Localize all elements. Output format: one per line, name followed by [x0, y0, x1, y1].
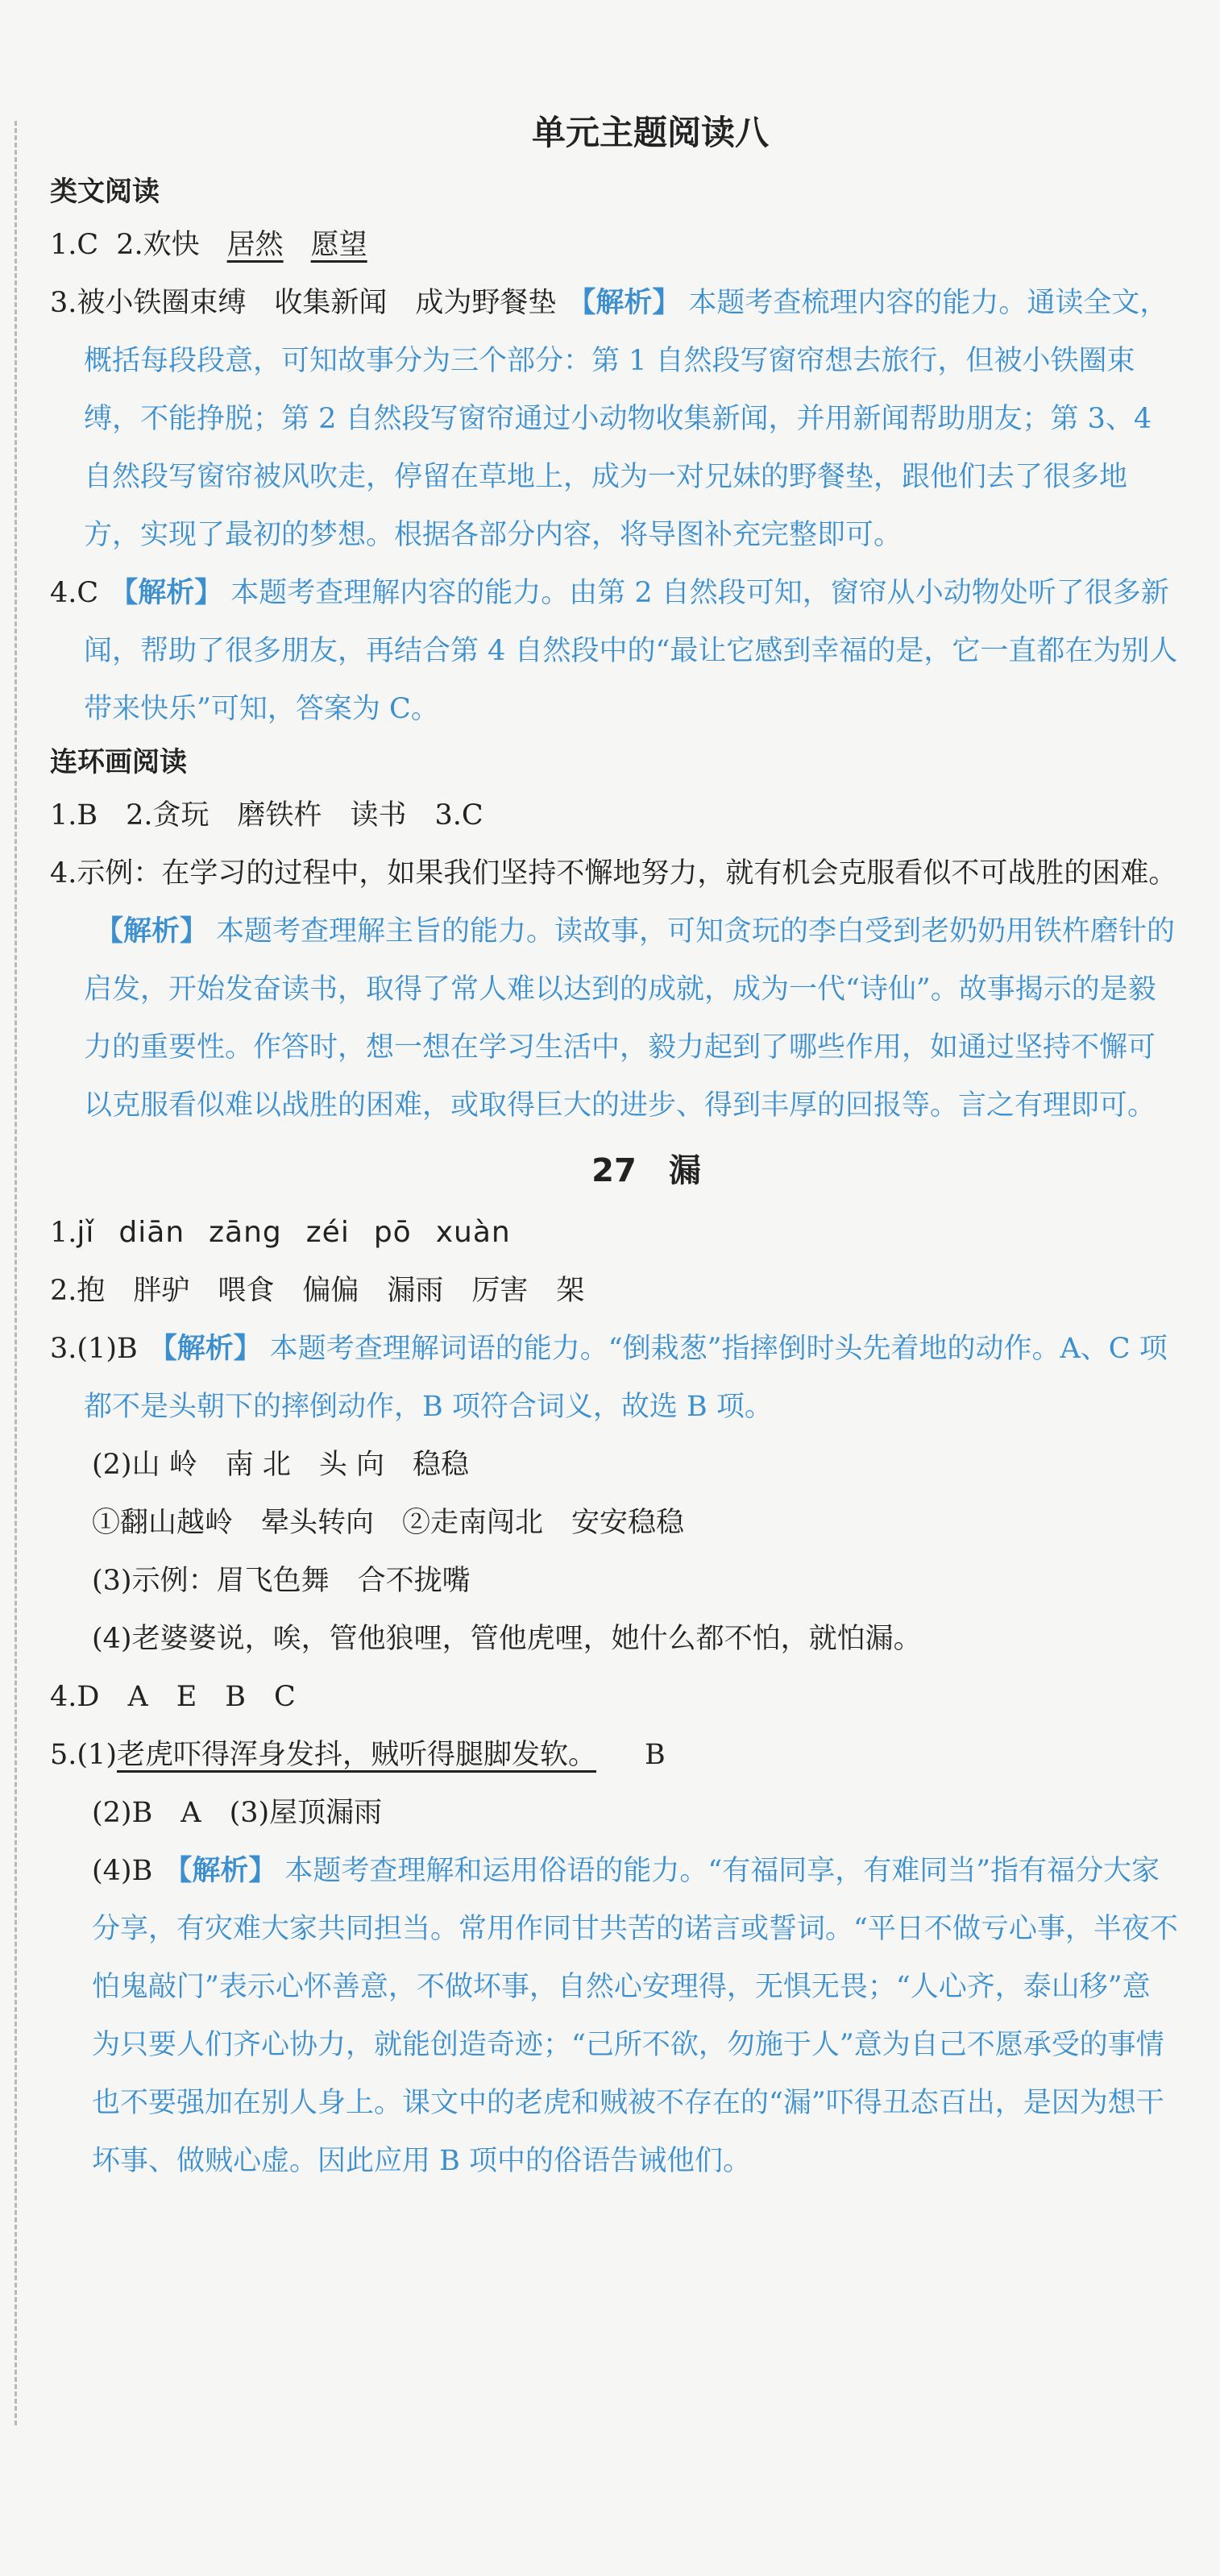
- answer-3-1: [50, 1320, 1178, 1436]
- pinyin-item: xuàn: [435, 1216, 511, 1249]
- analysis-text: 本题考查梳理内容的能力。通读全文，概括每段段意，可知故事分为三个部分：第 1 自然段写窗帘想去旅行，但被小铁圈束缚，不能挣脱；第 2 自然段写窗帘通过小动物收集新闻，并用新闻帮助朋友；第 3、4 自然段写窗帘被风吹走，停留在草地上，成为一对兄妹的野餐垫，跟他们去了很多地方，实现了最初的梦想。根据各部分内容，将导图补充完整即可。: [84, 287, 1168, 551]
- pinyin-item: diān: [118, 1216, 185, 1249]
- answer-1-pinyin: [50, 1204, 1178, 1262]
- analysis-tag: 【解析】: [164, 1854, 277, 1887]
- answer-5-4: [50, 1842, 1178, 2190]
- answer-3: [50, 274, 1178, 564]
- pinyin-item: pō: [373, 1216, 412, 1249]
- analysis-text: 本题考查理解主旨的能力。读故事，可知贪玩的李白受到老奶奶用铁杵磨针的启发，开始发奋读书，取得了常人难以达到的成就，成为一代“诗仙”。故事揭示的是毅力的重要性。作答时，想一想在学习生活中，毅力起到了哪些作用，如通过坚持不懈可以克服看似难以战胜的困难，或取得巨大的进步、得到丰厚的回报等。言之有理即可。: [84, 915, 1176, 1122]
- pinyin-item: zāng: [209, 1216, 282, 1249]
- answer-3-4: (4)老婆婆说，唉，管他狼哩，管他虎哩，她什么都不怕，就怕漏。: [92, 1623, 922, 1655]
- answer-1: 1.C: [50, 229, 99, 261]
- answer-5-1-choice: B: [645, 1739, 666, 1771]
- answer-3-1-text: 3.(1)B: [50, 1333, 138, 1365]
- answer-2-word-a: 欢快: [143, 229, 200, 261]
- answer-2-word-b: 居然: [226, 229, 284, 261]
- answer-2-label: 2.: [116, 229, 143, 261]
- answer-2-word-c: 愿望: [310, 229, 367, 261]
- analysis-tag: 【解析】: [110, 576, 223, 609]
- answer-1-2: [50, 216, 1178, 274]
- answer-page: [50, 105, 1178, 2190]
- answer-4-text: 4.C: [50, 577, 99, 609]
- answer-3-3: (3)示例：眉飞色舞 合不拢嘴: [92, 1565, 471, 1597]
- section-heading-reading-2: 连环画阅读: [50, 746, 187, 778]
- answer-1-label: 1.: [50, 1217, 77, 1249]
- analysis-tag: 【解析】: [567, 286, 681, 319]
- answer-4-text: 4.示例：在学习的过程中，如果我们坚持不懈地努力，就有机会克服看似不可战胜的困难。: [50, 857, 1177, 890]
- page-title: 单元主题阅读八: [531, 113, 769, 152]
- analysis-text: 本题考查理解和运用俗语的能力。“有福同享，有难同当”指有福分大家分享，有灾难大家共同担当。常用作同甘共苦的诺言或誓词。“平日不做亏心事，半夜不怕鬼敲门”表示心怀善意，不做坏事，自然心安理得，无惧无畏；“人心齐，泰山移”意为只要人们齐心协力，就能创造奇迹；“己所不欲，勿施于人”意为自己不愿承受的事情也不要强加在别人身上。课文中的老虎和贼被不存在的“漏”吓得丑态百出，是因为想干坏事、做贼心虚。因此应用 B 项中的俗语告诫他们。: [92, 1855, 1178, 2177]
- analysis-text: 本题考查理解词语的能力。“倒栽葱”指摔倒时头先着地的动作。A、C 项都不是头朝下的摔倒动作，B 项符合词义，故选 B 项。: [84, 1333, 1168, 1423]
- answer-3-2-idioms: ①翻山越岭 晕头转向 ②走南闯北 安安稳稳: [92, 1507, 685, 1539]
- answer-3-text: 3.被小铁圈束缚 收集新闻 成为野餐垫: [50, 287, 557, 319]
- answer-3-2: (2)山 岭 南 北 头 向 稳稳: [92, 1449, 469, 1481]
- analysis-tag: 【解析】: [148, 1332, 262, 1365]
- answer-2: 2.抱 胖驴 喂食 偏偏 漏雨 厉害 架: [50, 1275, 585, 1307]
- answer-5-4-text: (4)B: [92, 1855, 153, 1887]
- answer-5-1-label: 5.(1): [50, 1739, 117, 1771]
- answer-4: [50, 844, 1178, 1135]
- answer-4-order: 4.D A E B C: [50, 1681, 296, 1713]
- answer-5-2-3: (2)B A (3)屋顶漏雨: [92, 1797, 383, 1829]
- answer-5-1: [50, 1726, 1178, 1784]
- lesson-title: 27 漏: [591, 1152, 701, 1189]
- pinyin-item: zéi: [305, 1216, 350, 1249]
- analysis-tag: 【解析】: [95, 915, 209, 948]
- answer-5-1-underlined: 老虎吓得浑身发抖，贼听得腿脚发软。: [116, 1739, 596, 1771]
- answer-1-3: 1.B 2.贪玩 磨铁杵 读书 3.C: [50, 799, 483, 832]
- margin-dashed-rule: [15, 121, 17, 2425]
- section-heading-reading-1: 类文阅读: [50, 176, 160, 208]
- pinyin-item: jǐ: [77, 1216, 95, 1249]
- answer-4: [50, 564, 1178, 738]
- analysis-text: 本题考查理解内容的能力。由第 2 自然段可知，窗帘从小动物处听了很多新闻，帮助了很多朋友，再结合第 4 自然段中的“最让它感到幸福的是，它一直都在为别人带来快乐”可知，答案为 C。: [84, 577, 1178, 725]
